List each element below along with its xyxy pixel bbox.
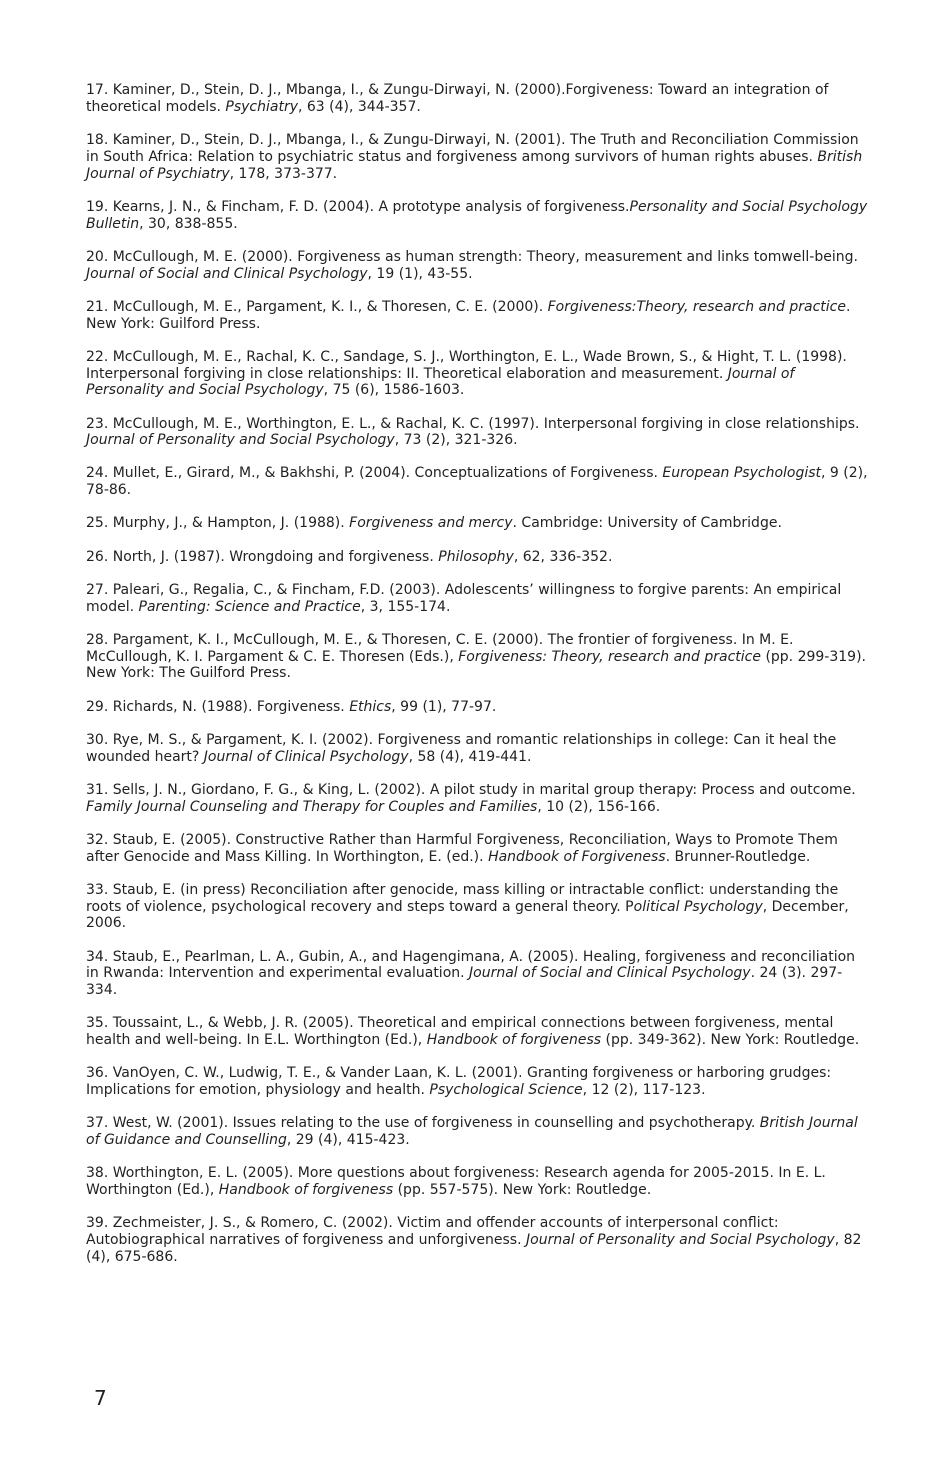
reference-text: Staub, E., Pearlman, L. A., Gubin, A., and Hagengimana, A. (2005). Healing, forgiveness and reconciliation in Rwanda: Intervention and experimental evaluation. [86,948,856,982]
reference-number: 27. [86,581,109,598]
reference-text: VanOyen, C. W., Ludwig, T. E., & Vander Laan, K. L. (2001). Granting forgiveness or harboring grudges: Implications for emotion, physiology and health. [86,1065,832,1099]
reference-number: 32. [86,831,109,848]
reference-details: . Cambridge: University of Cambridge. [512,515,782,532]
reference-number: 17. [86,82,109,98]
reference-number: 37. [86,1115,109,1132]
reference-text: Pargament, K. I., McCullough, M. E., & Thoresen, C. E. (2000). The frontier of forgiveness. In M. E. McCullough, K. I. Pargament & C. E. Thoresen (Eds.), [86,631,794,665]
reference-source-title: British Journal of Psychiatry [86,148,863,182]
reference-details: . New York: Guilford Press. [86,298,851,332]
reference-item [86,416,872,450]
reference-text: Kearns, J. N., & Fincham, F. D. (2004). A prototype analysis of forgiveness. [112,198,630,215]
reference-text: Richards, N. (1988). Forgiveness. [112,698,350,715]
reference-item [86,632,872,682]
reference-item [86,882,872,932]
reference-details: , 63 (4), 344-357. [297,98,421,115]
reference-item [86,1015,872,1049]
reference-number: 36. [86,1065,109,1082]
reference-source-title: Parenting: Science and Practice [138,598,361,615]
reference-details: , 62, 336-352. [513,548,613,565]
reference-details: , 82 (4), 675-686. [86,1232,862,1265]
reference-details: , 73 (2), 321-326. [394,432,518,449]
reference-source-title: Journal of Personality and Social Psychology [86,432,395,449]
reference-number: 33. [86,881,109,898]
reference-details: , 9 (2), 78-86. [86,465,868,499]
reference-item [86,515,872,532]
reference-text: McCullough, M. E. (2000). Forgiveness as human strength: Theory, measurement and links tomwell-being. [112,248,858,265]
reference-number: 35. [86,1015,109,1032]
reference-text: McCullough, M. E., Worthington, E. L., & Rachal, K. C. (1997). Interpersonal forgiving in close relationships. [112,415,860,432]
reference-number: 38. [86,1165,109,1182]
reference-source-title: Philosophy [438,548,514,565]
reference-source-title: Family Journal Counseling and Therapy for Couples and Families [86,798,538,815]
reference-item [86,1165,872,1199]
reference-text: Staub, E. (2005). Constructive Rather than Harmful Forgiveness, Reconciliation, Ways to Promote Them after Genocide and Mass Killing. In Worthington, E. (ed.). [86,831,838,865]
reference-details: (pp. 349-362). New York: Routledge. [601,1032,860,1049]
reference-number: 25. [86,515,109,532]
reference-details: , 178, 373-377. [229,165,338,182]
reference-item [86,249,872,283]
reference-text: McCullough, M. E., Rachal, K. C., Sandage, S. J., Worthington, E. L., Wade Brown, S., & Hight, T. L. (1998). Interpersonal forgiving in close relationships: II. Theoretical elaboration and measurement. [86,348,847,382]
reference-details: , December, 2006. [86,898,849,932]
reference-number: 28. [86,631,109,648]
reference-number: 26. [86,548,109,565]
reference-item [86,132,872,182]
reference-source-title: Journal of Social and Clinical Psychology [469,965,751,982]
reference-item [86,1215,872,1265]
reference-source-title: olitical Psychology [633,898,763,915]
reference-text: Mullet, E., Girard, M., & Bakhshi, P. (2004). Conceptualizations of Forgiveness. [112,465,663,482]
reference-source-title: Psychiatry [225,98,298,115]
reference-source-title: Psychological Science [429,1082,583,1099]
reference-item [86,82,872,116]
reference-item [86,782,872,816]
reference-source-title: British Journal of Guidance and Counselling [86,1115,858,1149]
reference-source-title: European Psychologist [662,465,822,482]
reference-text: Sells, J. N., Giordano, F. G., & King, L. (2002). A pilot study in marital group therapy: Process and outcome. [112,781,856,798]
reference-source-title: Handbook of forgiveness [426,1032,602,1049]
reference-source-title: Journal of Social and Clinical Psychology [86,265,368,282]
reference-number: 20. [86,248,109,265]
reference-text: Worthington, E. L. (2005). More questions about forgiveness: Research agenda for 2005-2015. In E. L. Worthington (Ed.), [86,1165,826,1199]
reference-text: Kaminer, D., Stein, D. J., Mbanga, I., & Zungu-Dirwayi, N. (2000).Forgiveness: Toward an integration of theoretical models. [86,82,829,115]
reference-number: 39. [86,1215,109,1232]
reference-source-title: Forgiveness: Theory, research and practice [458,648,761,665]
reference-item [86,582,872,616]
reference-number: 23. [86,415,109,432]
reference-list [86,82,872,1282]
reference-text: Paleari, G., Regalia, C., & Fincham, F.D. (2003). Adolescents’ willingness to forgive parents: An empirical model. [86,581,842,615]
reference-text: North, J. (1987). Wrongdoing and forgiveness. [112,548,439,565]
reference-details: (pp. 557-575). New York: Routledge. [393,1182,652,1199]
reference-source-title: Journal of Clinical Psychology [203,748,409,765]
reference-item [86,949,872,999]
reference-item [86,732,872,766]
reference-source-title: Forgiveness:Theory, research and practice [547,298,846,315]
reference-details: . 24 (3). 297-334. [86,965,843,999]
reference-source-title: Forgiveness and mercy [349,515,513,532]
reference-number: 34. [86,948,109,965]
reference-item [86,549,872,566]
reference-item [86,199,872,233]
reference-text: McCullough, M. E., Pargament, K. I., & Thoresen, C. E. (2000). [112,298,548,315]
reference-details: . Brunner-Routledge. [665,848,811,865]
reference-details: , 12 (2), 117-123. [582,1082,706,1099]
reference-item [86,299,872,333]
reference-text: Zechmeister, J. S., & Romero, C. (2002). Victim and offender accounts of interpersonal conflict: Autobiographical narratives of forgiveness and unforgiveness. [86,1215,779,1249]
reference-item [86,349,872,399]
reference-number: 24. [86,465,109,482]
reference-source-title: Journal of Personality and Social Psychology [526,1232,835,1249]
reference-item [86,832,872,866]
reference-source-title: Personality and Social Psychology Bulletin [86,198,868,232]
reference-text: Toussaint, L., & Webb, J. R. (2005). Theoretical and empirical connections between forgiveness, mental health and well-being. In E.L. Worthington (Ed.), [86,1015,834,1049]
reference-text: West, W. (2001). Issues relating to the use of forgiveness in counselling and psychotherapy. [112,1115,760,1132]
reference-number: 30. [86,731,109,748]
reference-text: Kaminer, D., Stein, D. J., Mbanga, I., & Zungu-Dirwayi, N. (2001). The Truth and Reconciliation Commission in South Africa: Relation to psychiatric status and forgiveness among survivors of human rights abuses. [86,131,859,165]
reference-number: 22. [86,348,109,365]
reference-details: , 19 (1), 43-55. [367,265,473,282]
reference-source-title: Handbook of forgiveness [218,1182,394,1199]
reference-text: Rye, M. S., & Pargament, K. I. (2002). Forgiveness and romantic relationships in college: Can it heal the wounded heart? [86,731,837,765]
page-number: 7 [94,1386,107,1410]
reference-details: , 99 (1), 77-97. [391,698,497,715]
reference-item [86,1065,872,1099]
reference-number: 31. [86,781,109,798]
reference-number: 21. [86,298,109,315]
reference-details: , 3, 155-174. [360,598,451,615]
reference-details: (pp. 299-319). New York: The Guilford Press. [86,648,866,682]
reference-number: 18. [86,131,109,148]
reference-source-title: Journal of Personality and Social Psychology [86,365,795,399]
reference-item [86,699,872,716]
reference-item [86,1115,872,1149]
reference-details: , 58 (4), 419-441. [408,748,532,765]
reference-source-title: Handbook of Forgiveness [488,848,666,865]
reference-text: Murphy, J., & Hampton, J. (1988). [112,515,350,532]
reference-details: , 75 (6), 1586-1603. [323,382,465,399]
reference-details: , 10 (2), 156-166. [537,798,661,815]
reference-item [86,465,872,499]
reference-details: , 29 (4), 415-423. [286,1132,410,1149]
reference-number: 29. [86,698,109,715]
reference-text: Staub, E. (in press) Reconciliation after genocide, mass killing or intractable conflict: understanding the roots of violence, psychological recovery and steps toward a general theory. P [86,881,839,915]
reference-details: , 30, 838-855. [139,215,238,232]
reference-source-title: Ethics [349,698,392,715]
reference-number: 19. [86,198,109,215]
